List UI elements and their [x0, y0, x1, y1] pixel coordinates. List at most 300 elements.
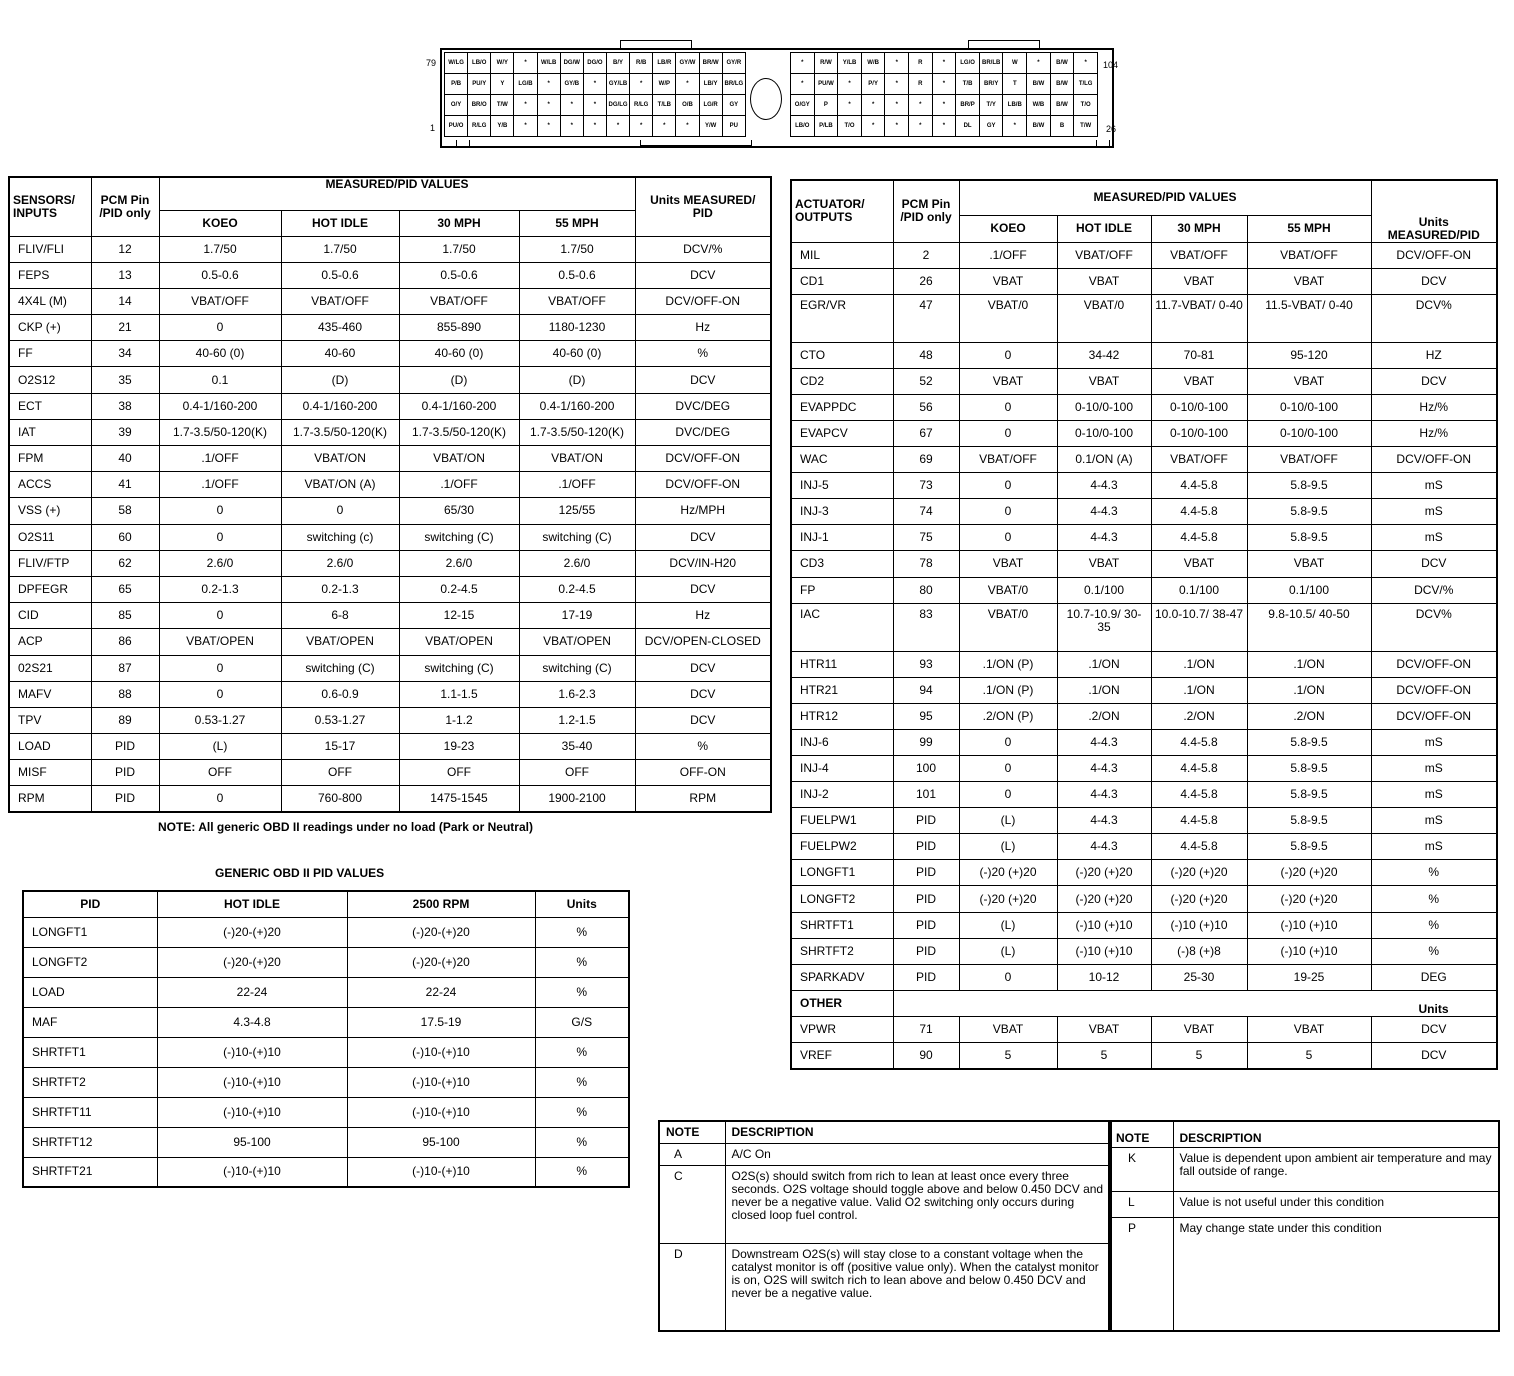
- obd-value: (-)10-(+)10: [347, 1067, 535, 1097]
- actuator-value: mS: [1371, 499, 1497, 525]
- pin-left-3-10: *: [676, 116, 699, 137]
- obd-value: %: [535, 947, 629, 977]
- actuator-value: 70-81: [1151, 342, 1247, 368]
- actuator-value: 56: [893, 394, 959, 420]
- pin-left-1-0: P/B: [445, 74, 468, 95]
- pin-left-2-12: GY: [722, 95, 745, 116]
- actuator-value: .2/ON: [1151, 703, 1247, 729]
- sensor-value: 0.6-0.9: [281, 681, 399, 707]
- actuator-value: 0: [959, 420, 1057, 446]
- sensor-name: FEPS: [9, 262, 91, 288]
- actuator-value: (L): [959, 834, 1057, 860]
- sensor-value: 1.7/50: [399, 236, 519, 262]
- note-description: Value is dependent upon ambient air temperature and may fall outside of range.: [1173, 1147, 1499, 1191]
- actuator-value: 4.4-5.8: [1151, 729, 1247, 755]
- pin-right-1-9: T: [1003, 74, 1027, 95]
- sensor-name: ECT: [9, 393, 91, 419]
- actuator-name: CD2: [791, 368, 893, 394]
- sensor-value: 12: [91, 236, 159, 262]
- actuator-name: IAC: [791, 603, 893, 651]
- pin-right-0-4: *: [885, 53, 909, 74]
- actuator-value: 0: [959, 964, 1057, 990]
- pin-right-2-6: *: [932, 95, 956, 116]
- table-row: [791, 860, 1497, 886]
- actuator-value: 5.8-9.5: [1247, 834, 1371, 860]
- sensor-value: OFF: [281, 760, 399, 786]
- sensor-value: 125/55: [519, 498, 635, 524]
- actuators-header-koeo: KOEO: [959, 215, 1057, 242]
- sensor-value: DCV/OFF-ON: [635, 472, 771, 498]
- table-row: [791, 342, 1497, 368]
- sensor-value: (L): [159, 734, 281, 760]
- pin-right-3-3: *: [861, 116, 885, 137]
- actuator-value: PID: [893, 964, 959, 990]
- sensors-table: [8, 176, 772, 813]
- table-row: [9, 393, 771, 419]
- actuator-name: INJ-6: [791, 729, 893, 755]
- sensor-value: switching (C): [399, 655, 519, 681]
- table-row: [791, 525, 1497, 551]
- sensor-value: 87: [91, 655, 159, 681]
- actuator-value: (L): [959, 808, 1057, 834]
- obd-header-pid: PID: [23, 891, 157, 917]
- table-row: [23, 1157, 629, 1187]
- actuator-value: 4-4.3: [1057, 808, 1151, 834]
- actuator-value: 4.4-5.8: [1151, 499, 1247, 525]
- obd-value: (-)10-(+)10: [157, 1097, 347, 1127]
- table-row: [791, 1016, 1497, 1043]
- obd-value: %: [535, 1157, 629, 1187]
- sensor-value: 0: [159, 498, 281, 524]
- sensor-value: 40-60 (0): [159, 341, 281, 367]
- actuator-value: (-)10 (+)10: [1247, 938, 1371, 964]
- sensor-value: .1/OFF: [519, 472, 635, 498]
- actuator-value: 0: [959, 729, 1057, 755]
- actuator-value: 4-4.3: [1057, 525, 1151, 551]
- sensor-value: 1-1.2: [399, 707, 519, 733]
- connector-tab-bottom-mid: [640, 140, 752, 146]
- pin-right-3-10: B/W: [1027, 116, 1051, 137]
- sensor-value: 1.7-3.5/50-120(K): [281, 419, 399, 445]
- pin-left-2-6: *: [583, 95, 606, 116]
- actuator-value: mS: [1371, 808, 1497, 834]
- actuator-value: .2/ON: [1247, 703, 1371, 729]
- table-row: [9, 786, 771, 812]
- note-code: D: [659, 1243, 725, 1331]
- table-row: [23, 1097, 629, 1127]
- actuator-value: VBAT/0: [959, 577, 1057, 603]
- sensor-value: 2.6/0: [399, 550, 519, 576]
- pin-right-2-7: BR/P: [956, 95, 980, 116]
- sensor-name: CID: [9, 603, 91, 629]
- sensor-value: (D): [519, 367, 635, 393]
- sensor-value: 17-19: [519, 603, 635, 629]
- sensor-value: OFF-ON: [635, 760, 771, 786]
- sensor-name: FPM: [9, 446, 91, 472]
- pin-left-3-2: Y/B: [491, 116, 514, 137]
- pin-right-1-12: T/LG: [1074, 74, 1098, 95]
- pin-left-2-10: O/B: [676, 95, 699, 116]
- sensor-value: DCV/OPEN-CLOSED: [635, 629, 771, 655]
- actuator-name: CD1: [791, 268, 893, 294]
- obd-value: %: [535, 1037, 629, 1067]
- sensor-value: 15-17: [281, 734, 399, 760]
- pin-left-2-3: *: [514, 95, 537, 116]
- pin-left-0-4: W/LB: [537, 53, 560, 74]
- sensor-value: DCV: [635, 524, 771, 550]
- pin-left-0-11: BR/W: [699, 53, 722, 74]
- pin-left-3-6: *: [583, 116, 606, 137]
- actuator-value: 0-10/0-100: [1151, 394, 1247, 420]
- pin-left-2-7: DG/LG: [606, 95, 629, 116]
- other-value: 71: [893, 1016, 959, 1043]
- actuator-value: 69: [893, 447, 959, 473]
- note-description: Value is not useful under this condition: [1173, 1191, 1499, 1217]
- sensor-value: PID: [91, 734, 159, 760]
- other-name: VREF: [791, 1043, 893, 1070]
- actuator-value: VBAT: [959, 368, 1057, 394]
- actuator-name: FUELPW2: [791, 834, 893, 860]
- obd-value: 95-100: [157, 1127, 347, 1157]
- actuator-value: 0-10/0-100: [1057, 394, 1151, 420]
- actuator-value: (-)20 (+)20: [1057, 886, 1151, 912]
- pin-left-0-6: DG/O: [583, 53, 606, 74]
- actuator-value: mS: [1371, 782, 1497, 808]
- sensor-value: 60: [91, 524, 159, 550]
- sensor-value: 6-8: [281, 603, 399, 629]
- pin-left-0-10: GY/W: [676, 53, 699, 74]
- sensor-value: VBAT/OPEN: [159, 629, 281, 655]
- actuator-value: 52: [893, 368, 959, 394]
- sensor-value: 14: [91, 288, 159, 314]
- note-code: A: [659, 1143, 725, 1165]
- table-row: [791, 964, 1497, 990]
- actuator-value: 0: [959, 394, 1057, 420]
- table-row: [9, 550, 771, 576]
- sensor-name: FF: [9, 341, 91, 367]
- pin-right-2-5: *: [909, 95, 933, 116]
- actuator-value: 0: [959, 342, 1057, 368]
- other-value: VBAT: [1151, 1016, 1247, 1043]
- sensor-name: O2S12: [9, 367, 91, 393]
- pin-left-0-1: LB/O: [468, 53, 491, 74]
- connector-pin-row: [445, 53, 746, 74]
- sensor-value: 58: [91, 498, 159, 524]
- actuator-value: 0: [959, 525, 1057, 551]
- actuators-header-hot-idle: HOT IDLE: [1057, 215, 1151, 242]
- sensor-value: DCV: [635, 655, 771, 681]
- table-row: [9, 262, 771, 288]
- table-row: [791, 268, 1497, 294]
- obd-pid-name: SHRTFT12: [23, 1127, 157, 1157]
- actuator-value: Hz/%: [1371, 394, 1497, 420]
- sensor-value: Hz/MPH: [635, 498, 771, 524]
- actuator-value: 0: [959, 473, 1057, 499]
- obd-value: 22-24: [347, 977, 535, 1007]
- actuator-value: 5.8-9.5: [1247, 756, 1371, 782]
- sensor-value: .1/OFF: [399, 472, 519, 498]
- note-description: Downstream O2S(s) will stay close to a constant voltage when the catalyst monitor is off (positive value only). When the catalyst monitor is on, O2S will switch rich to lean above and below 0.450 DCV and never be a negative value.: [725, 1243, 1111, 1331]
- sensor-value: 21: [91, 315, 159, 341]
- actuator-value: 11.5-VBAT/ 0-40: [1247, 294, 1371, 342]
- actuator-value: DCV: [1371, 268, 1497, 294]
- actuator-value: 74: [893, 499, 959, 525]
- pin-left-2-11: LG/R: [699, 95, 722, 116]
- other-name: VPWR: [791, 1016, 893, 1043]
- sensor-value: Hz: [635, 603, 771, 629]
- sensor-value: VBAT/ON (A): [281, 472, 399, 498]
- pin-left-3-3: *: [514, 116, 537, 137]
- actuator-value: 2: [893, 242, 959, 268]
- pin-right-3-7: DL: [956, 116, 980, 137]
- sensor-value: 2.6/0: [281, 550, 399, 576]
- actuator-value: VBAT: [1151, 551, 1247, 577]
- actuator-value: 95: [893, 703, 959, 729]
- sensor-value: 1.7-3.5/50-120(K): [519, 419, 635, 445]
- table-row: [23, 947, 629, 977]
- pin-left-0-3: *: [514, 53, 537, 74]
- sensor-value: 0.2-4.5: [519, 576, 635, 602]
- sensor-value: 38: [91, 393, 159, 419]
- table-row: [9, 446, 771, 472]
- table-row: [9, 524, 771, 550]
- pin-left-1-1: PU/Y: [468, 74, 491, 95]
- table-row: [9, 341, 771, 367]
- pin-right-1-1: PU/W: [814, 74, 838, 95]
- actuator-value: 83: [893, 603, 959, 651]
- sensor-name: FLIV/FTP: [9, 550, 91, 576]
- sensor-value: DCV: [635, 367, 771, 393]
- sensor-value: VBAT/OFF: [159, 288, 281, 314]
- actuator-value: VBAT: [1057, 268, 1151, 294]
- actuator-value: (-)20 (+)20: [1151, 886, 1247, 912]
- actuator-name: INJ-5: [791, 473, 893, 499]
- other-label: OTHER: [791, 990, 893, 1016]
- sensor-name: IAT: [9, 419, 91, 445]
- sensor-value: 39: [91, 419, 159, 445]
- actuator-name: FUELPW1: [791, 808, 893, 834]
- actuator-value: DCV%: [1371, 294, 1497, 342]
- pin-left-0-0: W/LG: [445, 53, 468, 74]
- pin-left-2-2: T/W: [491, 95, 514, 116]
- actuator-value: (-)20 (+)20: [959, 860, 1057, 886]
- note-code: K: [1109, 1147, 1173, 1191]
- pin-right-3-0: LB/O: [791, 116, 815, 137]
- other-value: 5: [1151, 1043, 1247, 1070]
- pin-left-3-11: Y/W: [699, 116, 722, 137]
- actuator-value: 93: [893, 651, 959, 677]
- sensor-name: O2S11: [9, 524, 91, 550]
- connector-pin-row: [791, 74, 1098, 95]
- pin-left-3-5: *: [560, 116, 583, 137]
- other-value: 5: [959, 1043, 1057, 1070]
- pin-right-0-12: *: [1074, 53, 1098, 74]
- sensor-name: LOAD: [9, 734, 91, 760]
- obd-value: (-)10-(+)10: [157, 1157, 347, 1187]
- obd-value: (-)20-(+)20: [157, 947, 347, 977]
- pin-right-3-1: P/LB: [814, 116, 838, 137]
- sensor-value: 40: [91, 446, 159, 472]
- pin-left-1-2: Y: [491, 74, 514, 95]
- sensor-value: 0: [159, 655, 281, 681]
- note-description: A/C On: [725, 1143, 1111, 1165]
- actuator-value: .2/ON (P): [959, 703, 1057, 729]
- pin-left-0-8: R/B: [630, 53, 653, 74]
- sensor-value: DCV/OFF-ON: [635, 446, 771, 472]
- actuator-value: 4-4.3: [1057, 473, 1151, 499]
- actuator-value: DEG: [1371, 964, 1497, 990]
- actuator-value: VBAT/OFF: [1247, 242, 1371, 268]
- pin-right-1-8: BR/Y: [979, 74, 1003, 95]
- pin-right-3-4: *: [885, 116, 909, 137]
- obd-pid-name: LONGFT1: [23, 917, 157, 947]
- actuator-value: (-)10 (+)10: [1057, 938, 1151, 964]
- table-row: [791, 473, 1497, 499]
- sensor-value: 0.2-1.3: [159, 576, 281, 602]
- actuator-value: (-)20 (+)20: [1247, 860, 1371, 886]
- actuator-value: 4-4.3: [1057, 782, 1151, 808]
- actuator-value: 101: [893, 782, 959, 808]
- actuator-value: 4.4-5.8: [1151, 525, 1247, 551]
- actuator-value: Hz/%: [1371, 420, 1497, 446]
- sensor-value: VBAT/OPEN: [281, 629, 399, 655]
- actuator-value: (-)20 (+)20: [1151, 860, 1247, 886]
- sensor-value: 35-40: [519, 734, 635, 760]
- pin-right-2-1: P: [814, 95, 838, 116]
- other-value: VBAT: [959, 1016, 1057, 1043]
- obd-value: (-)10-(+)10: [347, 1037, 535, 1067]
- pin-right-3-12: T/W: [1074, 116, 1098, 137]
- actuator-value: VBAT: [1151, 368, 1247, 394]
- sensors-note: NOTE: All generic OBD II readings under no load (Park or Neutral): [158, 820, 533, 834]
- actuator-value: 78: [893, 551, 959, 577]
- actuator-value: DCV: [1371, 551, 1497, 577]
- actuator-value: 4.4-5.8: [1151, 782, 1247, 808]
- sensor-value: PID: [91, 786, 159, 812]
- obd-value: (-)20-(+)20: [157, 917, 347, 947]
- actuator-name: LONGFT2: [791, 886, 893, 912]
- table-row: [9, 315, 771, 341]
- actuator-value: VBAT: [959, 268, 1057, 294]
- actuator-value: 4.4-5.8: [1151, 808, 1247, 834]
- note-row: [1109, 1217, 1499, 1331]
- pin-right-1-11: B/W: [1050, 74, 1074, 95]
- sensor-value: 0: [281, 498, 399, 524]
- actuator-value: (-)8 (+)8: [1151, 938, 1247, 964]
- obd-value: 17.5-19: [347, 1007, 535, 1037]
- sensor-value: 86: [91, 629, 159, 655]
- sensor-value: DCV/%: [635, 236, 771, 262]
- actuator-value: 4.4-5.8: [1151, 834, 1247, 860]
- actuator-name: INJ-4: [791, 756, 893, 782]
- other-spacer: [893, 990, 1371, 1016]
- pin-left-2-1: BR/O: [468, 95, 491, 116]
- pin-left-0-9: LB/R: [653, 53, 676, 74]
- obd-value: (-)20-(+)20: [347, 917, 535, 947]
- actuator-value: HZ: [1371, 342, 1497, 368]
- actuator-value: 4.4-5.8: [1151, 756, 1247, 782]
- actuator-value: mS: [1371, 525, 1497, 551]
- actuators-header-30mph: 30 MPH: [1151, 215, 1247, 242]
- actuator-value: 0.1/ON (A): [1057, 447, 1151, 473]
- obd-header-units: Units: [535, 891, 629, 917]
- sensor-value: 89: [91, 707, 159, 733]
- actuator-value: 5.8-9.5: [1247, 525, 1371, 551]
- pin-right-0-7: LG/O: [956, 53, 980, 74]
- sensor-value: DCV/IN-H20: [635, 550, 771, 576]
- obd-value: %: [535, 977, 629, 1007]
- sensor-value: DVC/DEG: [635, 419, 771, 445]
- pin-left-0-7: B/Y: [606, 53, 629, 74]
- actuator-value: mS: [1371, 729, 1497, 755]
- sensor-value: 1.7-3.5/50-120(K): [399, 419, 519, 445]
- obd-value: (-)10-(+)10: [347, 1157, 535, 1187]
- sensor-value: DVC/DEG: [635, 393, 771, 419]
- sensors-header-sensors: SENSORS/ INPUTS: [9, 177, 91, 236]
- actuator-value: 0: [959, 499, 1057, 525]
- actuator-value: 25-30: [1151, 964, 1247, 990]
- pin-right-0-11: B/W: [1050, 53, 1074, 74]
- pin-right-0-3: W/B: [861, 53, 885, 74]
- actuator-name: FP: [791, 577, 893, 603]
- pin-left-3-1: R/LG: [468, 116, 491, 137]
- obd-pid-name: LONGFT2: [23, 947, 157, 977]
- actuator-value: 4-4.3: [1057, 834, 1151, 860]
- table-row: [23, 977, 629, 1007]
- pin-label-1: 1: [430, 123, 436, 133]
- sensor-value: 1.7-3.5/50-120(K): [159, 419, 281, 445]
- actuator-value: VBAT/OFF: [1151, 447, 1247, 473]
- actuator-value: 34-42: [1057, 342, 1151, 368]
- actuator-value: mS: [1371, 834, 1497, 860]
- actuator-value: VBAT: [959, 551, 1057, 577]
- obd-value: 95-100: [347, 1127, 535, 1157]
- actuator-name: INJ-1: [791, 525, 893, 551]
- sensors-header-55mph: 55 MPH: [519, 210, 635, 236]
- obd-value: G/S: [535, 1007, 629, 1037]
- actuator-value: (-)20 (+)20: [1057, 860, 1151, 886]
- other-value: DCV: [1371, 1016, 1497, 1043]
- sensor-name: 4X4L (M): [9, 288, 91, 314]
- pin-left-3-7: *: [606, 116, 629, 137]
- actuator-value: 99: [893, 729, 959, 755]
- actuator-value: 9.8-10.5/ 40-50: [1247, 603, 1371, 651]
- actuator-value: 100: [893, 756, 959, 782]
- sensor-value: PID: [91, 760, 159, 786]
- pin-left-2-5: *: [560, 95, 583, 116]
- sensor-value: OFF: [159, 760, 281, 786]
- pin-label-26: 26: [1106, 124, 1117, 134]
- sensors-header-koeo: KOEO: [159, 210, 281, 236]
- actuator-value: 4-4.3: [1057, 499, 1151, 525]
- pin-right-3-8: GY: [979, 116, 1003, 137]
- actuator-value: 4-4.3: [1057, 756, 1151, 782]
- table-row: [791, 394, 1497, 420]
- sensor-value: switching (C): [519, 655, 635, 681]
- actuator-value: (-)20 (+)20: [1247, 886, 1371, 912]
- pin-right-0-6: *: [932, 53, 956, 74]
- note-row: [659, 1165, 1111, 1243]
- sensor-value: 1.2-1.5: [519, 707, 635, 733]
- pin-left-1-12: BR/LG: [722, 74, 745, 95]
- sensor-value: DCV: [635, 576, 771, 602]
- sensor-value: 1.6-2.3: [519, 681, 635, 707]
- note-description: O2S(s) should switch from rich to lean at least once every three seconds. O2S voltage should toggle above and below 0.450 DCV and never be a negative value. Valid O2 switching only occurs during closed loop fuel control.: [725, 1165, 1111, 1243]
- pin-left-1-8: *: [630, 74, 653, 95]
- pin-right-2-0: O/GY: [791, 95, 815, 116]
- pin-left-0-12: GY/R: [722, 53, 745, 74]
- pin-right-0-10: *: [1027, 53, 1051, 74]
